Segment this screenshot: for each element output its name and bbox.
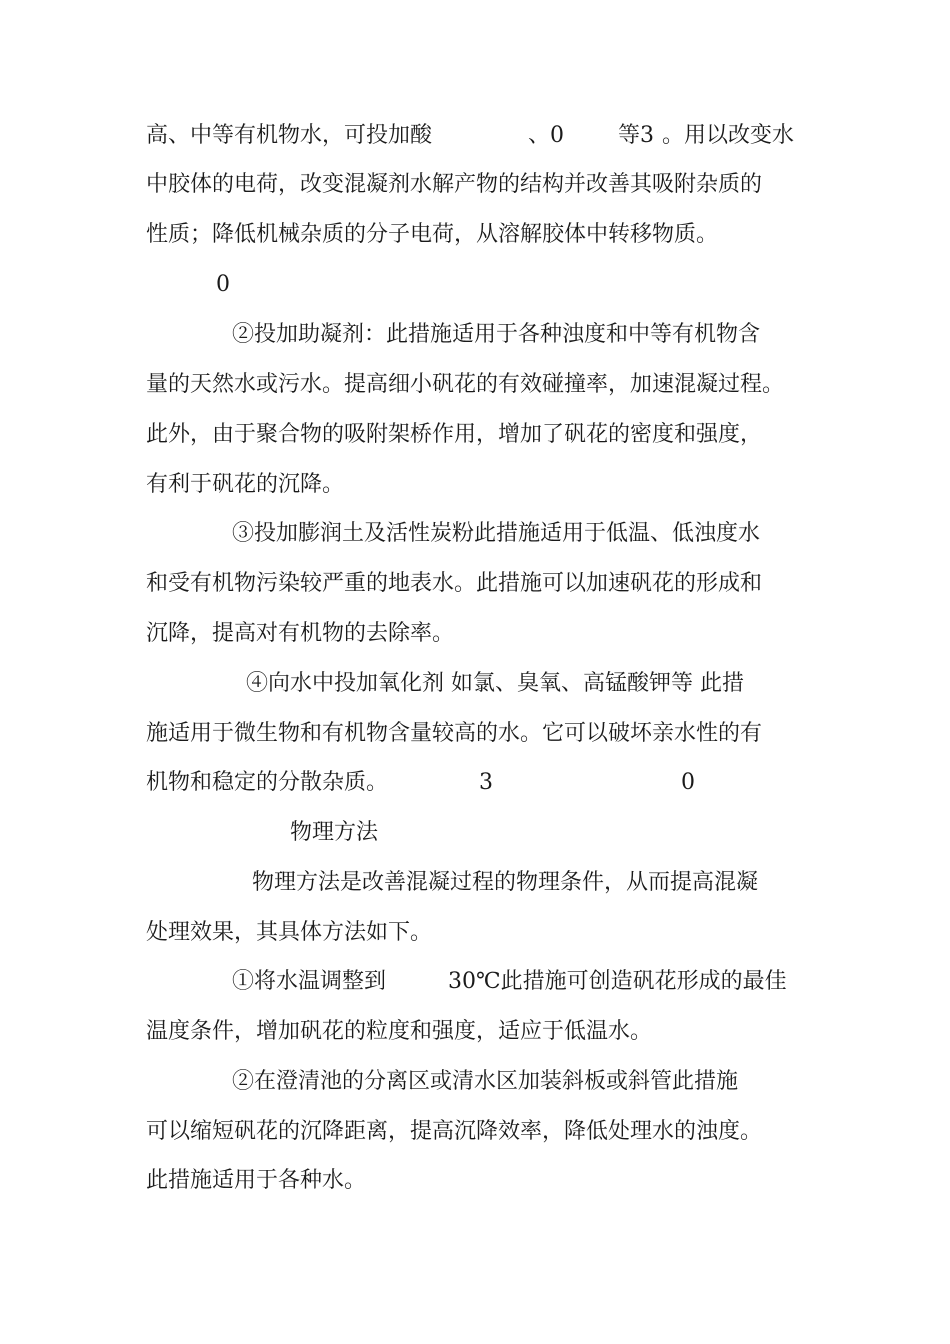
text-line: 中胶体的电荷，改变混凝剂水解产物的结构并改善其吸附杂质的: [146, 172, 763, 197]
text-line: 沉降，提高对有机物的去除率。: [146, 621, 455, 646]
text-line: 性质；降低机械杂质的分子电荷，从溶解胶体中转移物质。: [146, 222, 719, 247]
text-fragment: 等3: [618, 123, 654, 148]
text-line: 此外，由于聚合物的吸附架桥作用，增加了矾花的密度和强度，: [146, 422, 763, 447]
text-line: ①将水温调整到: [232, 969, 387, 994]
text-fragment: 30℃此措施可创造矾花形成的最佳: [448, 969, 787, 994]
text-line: ③投加膨润土及活性炭粉此措施适用于低温、低浊度水: [232, 521, 761, 546]
text-line: ②投加助凝剂：此措施适用于各种浊度和中等有机物含: [232, 322, 761, 347]
text-line: ④向水中投加氧化剂 如氯、臭氧、高锰酸钾等 此措: [246, 671, 744, 696]
text-line: 高、中等有机物水，可投加酸: [146, 123, 433, 148]
text-line: 处理效果，其具体方法如下。: [146, 920, 433, 945]
text-line: 施适用于微生物和有机物含量较高的水。它可以破坏亲水性的有: [146, 721, 763, 746]
text-line: 机物和稳定的分散杂质。: [146, 770, 389, 795]
text-line: 可以缩短矾花的沉降距离，提高沉降效率，降低处理水的浊度。: [146, 1119, 763, 1144]
text-line: 温度条件，增加矾花的粒度和强度，适应于低温水。: [146, 1019, 653, 1044]
text-line: 和受有机物污染较严重的地表水。此措施可以加速矾花的形成和: [146, 571, 763, 596]
text-fragment: 0: [216, 272, 230, 297]
section-heading: 物理方法: [290, 820, 379, 845]
text-fragment: 、0: [528, 123, 564, 148]
text-fragment: 0: [681, 770, 695, 795]
text-fragment: 3: [479, 770, 493, 795]
text-line: ②在澄清池的分离区或清水区加装斜板或斜管此措施: [232, 1069, 739, 1094]
text-line: 有利于矾花的沉降。: [146, 472, 345, 497]
text-fragment: 。用以改变水: [662, 123, 795, 148]
text-line: 此措施适用于各种水。: [146, 1168, 367, 1193]
text-line: 物理方法是改善混凝过程的物理条件，从而提高混凝: [252, 870, 759, 895]
text-line: 量的天然水或污水。提高细小矾花的有效碰撞率，加速混凝过程。: [146, 372, 785, 397]
